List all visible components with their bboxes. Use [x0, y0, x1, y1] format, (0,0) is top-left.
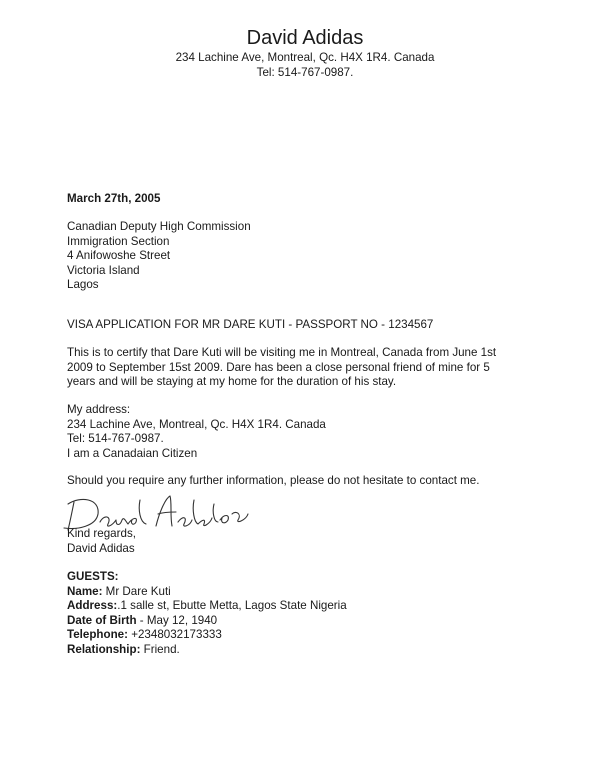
paragraph-line: years and will be staying at my home for the duration of his stay. — [67, 375, 397, 388]
my-address-block — [67, 403, 326, 461]
paragraph-line: This is to certify that Dare Kuti will be visiting me in Montreal, Canada from June 1st — [67, 346, 497, 359]
field-value: Friend. — [140, 642, 180, 656]
guests-heading: GUESTS: — [67, 570, 119, 583]
recipient-line: 4 Anifowoshe Street — [67, 249, 171, 262]
sender-name: David Adidas — [246, 27, 364, 49]
valediction: Kind regards, — [67, 527, 136, 540]
signoff — [67, 527, 136, 556]
guest-field-address — [67, 599, 347, 614]
recipient-address — [67, 220, 251, 293]
address-line: 234 Lachine Ave, Montreal, Qc. H4X 1R4. Canada — [67, 417, 326, 431]
field-label: Address: — [67, 599, 118, 612]
guest-field-name — [67, 585, 347, 600]
address-line: My address: — [67, 403, 131, 416]
letter-date: March 27th, 2005 — [67, 192, 161, 205]
sender-address: 234 Lachine Ave, Montreal, Qc. H4X 1R4. Canada — [175, 51, 435, 64]
paragraph-line: 2009 to September 15st 2009. Dare has been a close personal friend of mine for 5 — [67, 360, 490, 374]
recipient-line: Victoria Island — [67, 263, 140, 277]
field-label: Name: — [67, 584, 103, 598]
field-value: - May 12, 1940 — [136, 613, 218, 627]
guests-section — [67, 570, 347, 657]
recipient-line: Canadian Deputy High Commission — [67, 220, 251, 233]
closing-sentence: Should you require any further information, please do not hesitate to contact me. — [67, 474, 480, 487]
field-value: +2348032173333 — [127, 628, 222, 641]
field-label: Relationship: — [67, 642, 141, 656]
sender-telephone: Tel: 514-767-0987. — [256, 66, 354, 79]
field-label: Date of Birth — [67, 613, 137, 627]
guest-field-dob — [67, 614, 347, 629]
address-line: I am a Canadaian Citizen — [67, 446, 198, 460]
address-line: Tel: 514-767-0987. — [67, 432, 164, 445]
letterhead — [0, 26, 600, 80]
recipient-line: Lagos — [67, 278, 99, 291]
field-label: Telephone: — [67, 628, 128, 641]
field-value: Mr Dare Kuti — [102, 584, 171, 598]
guest-field-relationship — [67, 643, 347, 658]
printed-name: David Adidas — [67, 541, 135, 555]
subject-line: VISA APPLICATION FOR MR DARE KUTI - PASSPORT NO - 1234567 — [67, 318, 434, 331]
recipient-line: Immigration Section — [67, 234, 170, 248]
guest-field-telephone — [67, 628, 347, 643]
field-value: .1 salle st, Ebutte Metta, Lagos State Nigeria — [117, 599, 347, 612]
body-paragraph — [67, 346, 496, 390]
